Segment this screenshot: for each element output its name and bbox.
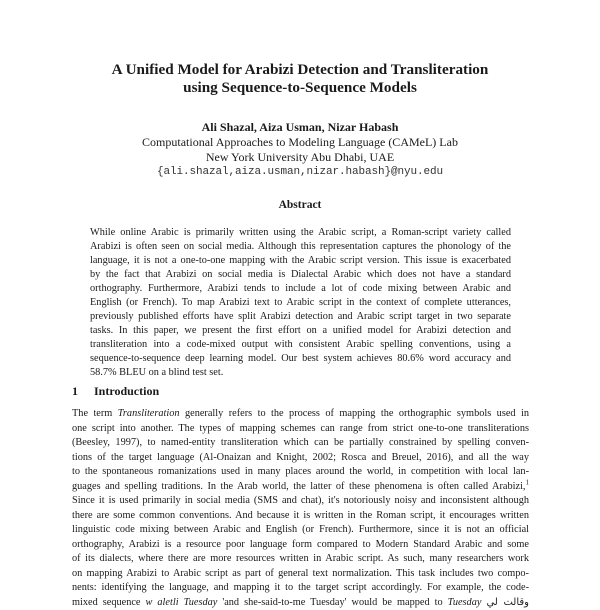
- affiliation-lab: Computational Approaches to Modeling Language (CAMeL) Lab: [0, 135, 600, 151]
- example-tuesday: Tuesday: [448, 597, 482, 608]
- title-line-1: A Unified Model for Arabizi Detection and Transliteration: [0, 61, 600, 79]
- title-line-2: using Sequence-to-Sequence Models: [0, 79, 600, 97]
- section-number: 1: [72, 384, 94, 399]
- intro-line: one script into another. The types of mapping schemes can range from strict one-to-one transliterations: [72, 422, 529, 437]
- intro-line: [72, 596, 529, 610]
- intro-line: to the spontaneous romanizations used in many places around the world, in competition with local lan-: [72, 465, 529, 480]
- abstract-line: orthography. Furthermore, Arabizi tends to include a lot of code mixing between Arabic and: [90, 282, 511, 296]
- intro-line: nents: identifying the language, and mapping it to the target script accordingly. For example, the code-: [72, 581, 529, 596]
- text-run: The term: [72, 408, 118, 419]
- intro-line: linguistic code mixing between Arabic and English (or French). Furthermore, since it is not an official: [72, 523, 529, 538]
- author-list: Ali Shazal, Aiza Usman, Nizar Habash: [0, 120, 600, 135]
- author-emails: {ali.shazal,aiza.usman,nizar.habash}@nyu.edu: [0, 166, 600, 178]
- intro-line: on mapping Arabizi to Arabic script as part of general text normalization. This task includes two compo-: [72, 567, 529, 582]
- abstract-line: transliteration into a code-mixed output with consistent Arabic spelling conventions, using a: [90, 338, 511, 352]
- abstract-line: by the fact that Arabizi on social media is Dialectal Arabic which does not have a standard: [90, 268, 511, 282]
- paper-title: [0, 61, 600, 97]
- abstract-line: While online Arabic is primarily written using the Arabic script, a Roman-script variety called: [90, 226, 511, 240]
- text-run: 'and she-said-to-me Tuesday' would be mapped to: [217, 597, 447, 608]
- abstract-line: English (or French). To map Arabizi text to Arabic script in the context of complete utterances,: [90, 296, 511, 310]
- footnote-marker[interactable]: 1: [526, 478, 530, 486]
- introduction-body: [72, 407, 529, 610]
- abstract-line: 58.7% BLEU on a blind test set.: [90, 366, 511, 380]
- example-arabic: وقالت لي: [486, 597, 529, 608]
- abstract-body: [90, 226, 511, 380]
- intro-line: there are some common conventions. And because it is written in the Roman script, it encourages written: [72, 509, 529, 524]
- affiliation-university: New York University Abu Dhabi, UAE: [0, 150, 600, 166]
- text-run: mixed sequence: [72, 597, 146, 608]
- intro-line: of its dialects, where there are more resources written in Arabic script. As such, many researchers work: [72, 552, 529, 567]
- term-transliteration: Transliteration: [118, 408, 180, 419]
- intro-line: [72, 407, 529, 422]
- text-run: generally refers to the process of mapping the orthographic symbols used in: [180, 408, 529, 419]
- text-run: guages and spelling traditions. In the Arab world, the latter of these phenomena is often called Arabizi,: [72, 481, 526, 492]
- abstract-heading: Abstract: [0, 199, 600, 211]
- abstract-line: previously published efforts have split Arabizi detection and Arabic script target in two separate: [90, 310, 511, 324]
- abstract-line: sequence-to-sequence deep learning model. Our best system achieves 80.6% word accuracy and: [90, 352, 511, 366]
- intro-line: orthography, Arabizi is a resource poor language form compared to Modern Standard Arabic and some: [72, 538, 529, 553]
- intro-line: (Beesley, 1997), to named-entity transliteration which can be partially constrained by spelling conven-: [72, 436, 529, 451]
- intro-line: [72, 480, 529, 495]
- section-heading-introduction: [72, 384, 159, 399]
- example-arabizi: w aletli Tuesday: [146, 597, 218, 608]
- abstract-line: Arabizi is often seen on social media. Although this representation captures the phonology of the: [90, 240, 511, 254]
- intro-line: Since it is used primarily in social media (SMS and chat), it's notoriously noisy and inconsistent although: [72, 494, 529, 509]
- abstract-line: tasks. In this paper, we present the first effort on a unified model for Arabizi detection and: [90, 324, 511, 338]
- intro-line: tions of the target language (Al-Onaizan and Knight, 2002; Rosca and Breuel, 2016), and all the way: [72, 451, 529, 466]
- section-title: Introduction: [94, 384, 159, 398]
- abstract-line: language, it is not a one-to-one mapping with the Arabic script version. This issue is exacerbated: [90, 254, 511, 268]
